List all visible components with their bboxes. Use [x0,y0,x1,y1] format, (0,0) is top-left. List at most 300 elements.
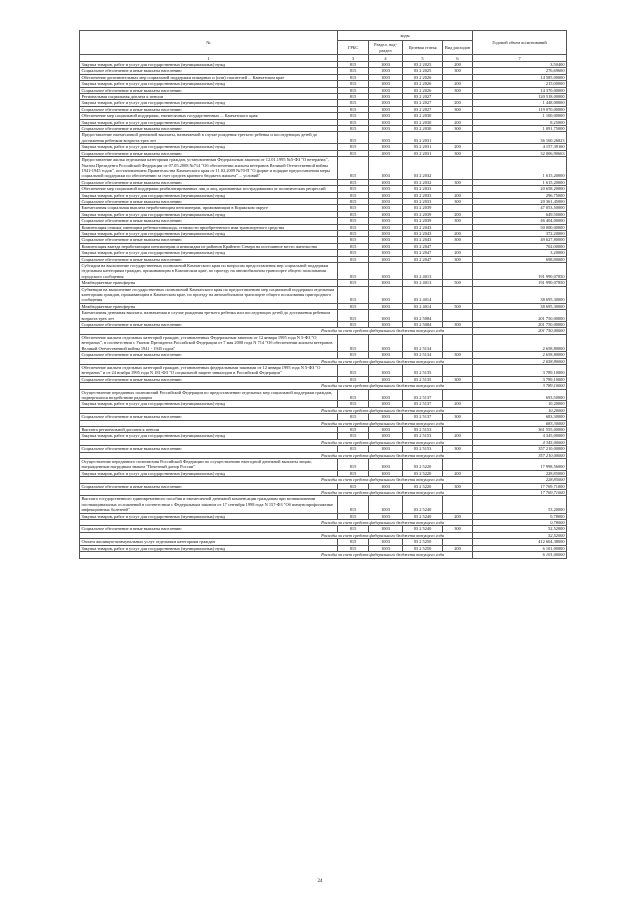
row-section: 1003 [369,352,403,358]
row-grbs: 815 [338,179,369,185]
row-type: 200 [443,62,473,68]
row-section: 1003 [369,144,403,150]
subtotal-amount: 0,78000 [473,520,567,526]
colnum-1: 1 [80,55,338,62]
row-grbs: 815 [338,211,369,217]
row-section: 1003 [369,186,403,192]
row-type [443,286,473,303]
subtotal-label: Расходы за счет средств федерального бюджета текущего года [80,452,473,458]
row-grbs: 815 [338,87,369,93]
row-amount: 228,85000 [473,470,567,476]
table-row [80,132,567,144]
row-grbs: 815 [338,483,369,489]
table-row [80,459,567,471]
row-name: Социальное обеспечение и иные выплаты населению [80,126,338,132]
subtotal-label: Расходы за счет средств федерального бюджета текущего года [80,490,473,496]
row-target: 03 2 2032 [403,157,443,180]
row-section: 1003 [369,87,403,93]
row-section: 1003 [369,426,403,432]
row-amount: 38 695,30000 [473,303,567,309]
row-name: Закупка товаров, работ и услуг для государственных (муниципальных) нужд [80,470,338,476]
row-type: 200 [443,470,473,476]
row-grbs: 815 [338,263,369,280]
row-type: 500 [443,303,473,309]
row-name: Осуществление переданного полномочия Российской Федерации по осуществлению ежегодной денежной выплаты лицам, награжденным нагрудным знаком "Почетный донор России" [80,459,338,471]
row-name: Социальное обеспечение и иные выплаты населению [80,483,338,489]
row-section: 1003 [369,310,403,322]
row-grbs: 815 [338,243,369,249]
subtotal-label: Расходы за счет средств федерального бюджета текущего года [80,407,473,413]
row-grbs: 815 [338,198,369,204]
row-amount: 3 789,10000 [473,364,567,376]
row-grbs: 815 [338,192,369,198]
row-section: 1003 [369,179,403,185]
row-type: 200 [443,433,473,439]
row-name: Обеспечение жильем отдельных категорий граждан, установленных федеральными законами от 12 января 1995 года N 5-ФЗ "О ветеранах" и от 24 ноября 1995 года N 181-ФЗ "О социальной защите инвалидов в Российской Федерации" [80,364,338,376]
row-grbs: 815 [338,68,369,74]
row-amount: 372,20000 [473,230,567,236]
row-amount: 693,50000 [473,389,567,401]
row-amount: 1 091,75000 [473,126,567,132]
row-grbs: 815 [338,237,369,243]
table-row [80,389,567,401]
row-target: 03 2 2027 [403,106,443,112]
row-amount: 2 658,80000 [473,334,567,351]
row-type: 200 [443,513,473,519]
row-section: 1003 [369,376,403,382]
row-name: Социальное обеспечение и иные выплаты населению [80,526,338,532]
row-name: Осуществление переданных полномочий Российской Федерации по предоставлению отдельных мер социальной поддержки граждан, подвергшихся воздействию радиации [80,389,338,401]
row-grbs: 815 [338,470,369,476]
table-row [80,263,567,280]
row-grbs: 815 [338,389,369,401]
row-target: 03 2 2031 [403,132,443,144]
row-section: 1003 [369,243,403,249]
subtotal-row [80,552,567,558]
row-grbs: 815 [338,526,369,532]
row-amount: 49 627,80000 [473,237,567,243]
row-name: Ежемесячная денежная выплата, назначаемая в случае рождения третьего ребенка или последующих детей до достижения ребенком возраста трех лет [80,310,338,322]
row-name: Обеспечение дополнительных мер социальной поддержки пожарных и (или) спасателей ... Камчатском крае [80,74,338,80]
row-section: 1003 [369,230,403,236]
row-grbs: 815 [338,132,369,144]
row-target: 03 2 2027 [403,100,443,106]
row-type [443,310,473,322]
row-grbs: 815 [338,113,369,119]
row-section: 1003 [369,263,403,280]
row-section: 1003 [369,459,403,471]
row-name: Социальное обеспечение и иные выплаты населению [80,68,338,74]
row-target: 03 2 2031 [403,144,443,150]
row-section: 1003 [369,513,403,519]
row-grbs: 815 [338,256,369,262]
row-amount: 698,80000 [473,256,567,262]
row-grbs: 815 [338,414,369,420]
row-section: 1003 [369,126,403,132]
row-target: 03 2 5153 [403,446,443,452]
row-amount: 357 210,00000 [473,446,567,452]
row-type: 300 [443,483,473,489]
row-section: 1003 [369,401,403,407]
row-grbs: 815 [338,74,369,80]
row-section: 1003 [369,192,403,198]
header-section: Раздел, под-раздел [369,41,403,55]
row-section: 1003 [369,150,403,156]
row-name: Социальное обеспечение и иные выплаты населению [80,322,338,328]
row-section: 1003 [369,250,403,256]
table-body [80,62,567,559]
row-name: Компенсация выезда неработающим пенсионерам и инвалидам из районов Крайнего Севера на постоянное место жительства [80,243,338,249]
row-amount: 17 998,56000 [473,459,567,471]
row-amount: 4 157,39160 [473,144,567,150]
row-grbs: 815 [338,376,369,382]
row-name: Социальное обеспечение и иные выплаты населению [80,179,338,185]
row-name: Социальное обеспечение и иные выплаты населению [80,150,338,156]
subtotal-amount: 52,52000 [473,532,567,538]
row-name: Обеспечение мер социальной поддержки, ежемесячных государственных ... Камчатского края [80,113,338,119]
row-name: Закупка товаров, работ и услуг для государственных (муниципальных) нужд [80,513,338,519]
table-row [80,364,567,376]
subtotal-label: Расходы за счет средств федерального бюджета текущего года [80,477,473,483]
row-amount: 20 658,20000 [473,186,567,192]
row-target: 03 2 5240 [403,513,443,519]
row-section: 1003 [369,303,403,309]
row-grbs: 815 [338,322,369,328]
row-section: 1003 [369,224,403,230]
row-amount: 1 100,00000 [473,113,567,119]
subtotal-amount: 10,20000 [473,407,567,413]
row-name: Социальное обеспечение и иные выплаты населению [80,237,338,243]
row-target: 03 2 2043 [403,237,443,243]
row-target: 03 2 5220 [403,483,443,489]
row-type: 500 [443,280,473,286]
row-grbs: 815 [338,426,369,432]
row-name: Оплата жилищно-коммунальных услуг отдельным категориям граждан [80,539,338,545]
row-target: 03 2 5135 [403,364,443,376]
row-section: 1003 [369,94,403,100]
row-name: Закупка товаров, работ и услуг для государственных (муниципальных) нужд [80,545,338,551]
row-target: 03 2 2032 [403,179,443,185]
row-amount: 32 006,90663 [473,150,567,156]
row-name: Выплата государственного единовременного пособия и ежемесячной денежной компенсации гражданам при возникновении поствакцинальных осложнений в соответствии с Федеральным законом от 17 сентября 1998 года N 157-ФЗ "Об иммунопрофилактике инфекционных болезней" [80,496,338,513]
row-amount: 683,30000 [473,414,567,420]
row-target: 03 2 2025 [403,68,443,74]
row-name: Социальное обеспечение и иные выплаты населению [80,352,338,358]
row-name: Социальное обеспечение и иные выплаты населению [80,106,338,112]
row-target: 03 2 2039 [403,218,443,224]
row-grbs: 815 [338,539,369,545]
row-target: 03 2 2025 [403,62,443,68]
row-section: 1003 [369,119,403,125]
row-amount: 52,52000 [473,526,567,532]
row-name: Закупка товаров, работ и услуг для государственных (муниципальных) нужд [80,119,338,125]
subtotal-amount: 4 345,00000 [473,439,567,445]
row-grbs: 815 [338,224,369,230]
subtotal-label: Расходы за счет средств федерального бюджета текущего года [80,358,473,364]
row-name: Закупка товаров, работ и услуг для государственных (муниципальных) нужд [80,62,338,68]
row-target: 03 2 5137 [403,401,443,407]
subtotal-amount: 357 210,00000 [473,452,567,458]
row-grbs: 815 [338,106,369,112]
row-name: Закупка товаров, работ и услуг для государственных (муниципальных) нужд [80,211,338,217]
row-target: 03 2 2047 [403,256,443,262]
row-amount: 14 370,00000 [473,87,567,93]
row-type: 300 [443,68,473,74]
row-target: 03 2 5134 [403,334,443,351]
row-grbs: 815 [338,310,369,322]
row-grbs: 815 [338,352,369,358]
table-header [80,31,567,62]
row-type: 200 [443,545,473,551]
colnum-7: 7 [473,55,567,62]
row-type: 200 [443,211,473,217]
row-target: 03 2 5240 [403,496,443,513]
row-type: 300 [443,446,473,452]
row-amount: 0,78000 [473,513,567,519]
row-grbs: 815 [338,334,369,351]
row-amount: 14 585,00000 [473,74,567,80]
row-amount: 46 404,00000 [473,218,567,224]
row-target: 03 2 5250 [403,545,443,551]
row-section: 1003 [369,100,403,106]
row-target: 03 2 2043 [403,230,443,236]
row-target: 03 2 5135 [403,376,443,382]
row-target: 03 2 5134 [403,352,443,358]
row-grbs: 815 [338,230,369,236]
row-name: Социальное обеспечение и иные выплаты населению [80,376,338,382]
row-type: 300 [443,526,473,532]
header-type: Вид расходов [443,41,473,55]
row-target: 03 2 5137 [403,389,443,401]
row-grbs: 815 [338,286,369,303]
row-section: 1003 [369,446,403,452]
row-name: Субвенции на выполнение государственных полномочий Камчатского края по предоставлению мер социальной поддержки отдельным категориям граждан, проживающим в Камчатском крае, по проезду на автомобильном транспорте общего пользования пригородного сообщения [80,286,338,303]
row-target: 03 2 4014 [403,286,443,303]
header-target: Целевая статья [403,41,443,55]
header-grbs: ГРБС [338,41,369,55]
row-amount: 8,25000 [473,119,567,125]
row-type: 200 [443,192,473,198]
row-section: 1003 [369,106,403,112]
row-section: 1003 [369,218,403,224]
row-amount: 3 789,10000 [473,376,567,382]
row-section: 1003 [369,113,403,119]
row-type [443,263,473,280]
row-amount: 50 000,00000 [473,224,567,230]
row-grbs: 815 [338,545,369,551]
subtotal-amount: 201 750,00000 [473,328,567,334]
row-name: Закупка товаров, работ и услуг для государственных (муниципальных) нужд [80,401,338,407]
row-type: 200 [443,401,473,407]
row-grbs: 815 [338,100,369,106]
row-grbs: 815 [338,459,369,471]
row-name: Закупка товаров, работ и услуг для государственных (муниципальных) нужд [80,433,338,439]
row-target: 03 2 2031 [403,150,443,156]
row-target: 03 2 2026 [403,74,443,80]
row-name: Выплата региональной доплаты к пенсии [80,426,338,432]
row-type [443,496,473,513]
table-row [80,334,567,351]
row-name: Закупка товаров, работ и услуг для государственных (муниципальных) нужд [80,192,338,198]
row-name: Межбюджетные трансферты [80,280,338,286]
subtotal-label: Расходы за счет средств федерального бюджета текущего года [80,552,473,558]
row-section: 1003 [369,211,403,217]
row-amount: 201 750,00000 [473,310,567,322]
row-section: 1003 [369,280,403,286]
row-grbs: 815 [338,119,369,125]
row-name: Социальное обеспечение и иные выплаты населению [80,218,338,224]
subtotal-amount: 6 101,00000 [473,552,567,558]
row-amount: 10,20000 [473,401,567,407]
row-target: 03 2 5153 [403,426,443,432]
table-row [80,310,567,322]
row-amount: 3,50400 [473,62,567,68]
row-grbs: 815 [338,157,369,180]
row-target: 03 2 4013 [403,263,443,280]
subtotal-label: Расходы за счет средств федерального бюджета текущего года [80,520,473,526]
subtotal-amount: 2 658,80000 [473,358,567,364]
row-name: Компенсация семьям, имеющим ребенка-инвалида, стоимости приобретенного ими транспортного средства [80,224,338,230]
row-grbs: 815 [338,81,369,87]
row-name: Закупка товаров, работ и услуг для государственных (муниципальных) нужд [80,144,338,150]
row-amount: 412 604,38000 [473,539,567,545]
subtotal-label: Расходы за счет средств федерального бюджета текущего года [80,420,473,426]
row-grbs: 815 [338,62,369,68]
row-grbs: 815 [338,186,369,192]
row-grbs: 815 [338,250,369,256]
budget-table [79,30,567,559]
row-amount: 276,69600 [473,68,567,74]
row-amount: 20 361,45000 [473,198,567,204]
row-type: 300 [443,126,473,132]
row-grbs: 815 [338,496,369,513]
table-row [80,286,567,303]
row-target: 03 2 2047 [403,243,443,249]
row-target: 03 2 5220 [403,470,443,476]
subtotal-label: Расходы за счет средств федерального бюджета текущего года [80,383,473,389]
row-target: 03 2 2030 [403,119,443,125]
row-type: 300 [443,352,473,358]
row-type [443,132,473,144]
row-amount: 6 101,00000 [473,545,567,551]
row-target: 03 2 5084 [403,322,443,328]
row-section: 1003 [369,364,403,376]
row-type: 200 [443,250,473,256]
row-section: 1003 [369,81,403,87]
row-amount: 191 990,07850 [473,280,567,286]
row-target: 03 2 2027 [403,94,443,100]
row-amount: 296,75000 [473,192,567,198]
row-name: Межбюджетные трансферты [80,303,338,309]
row-section: 1003 [369,539,403,545]
row-name: Закупка товаров, работ и услуг для государственных (муниципальных) нужд [80,100,338,106]
row-target: 03 2 5153 [403,433,443,439]
row-target: 03 2 2043 [403,224,443,230]
row-name: Закупка товаров, работ и услуг для государственных (муниципальных) нужд [80,230,338,236]
row-type: 300 [443,87,473,93]
row-target: 03 2 5250 [403,539,443,545]
row-amount: 4 345,00000 [473,433,567,439]
row-section: 1003 [369,237,403,243]
row-grbs: 815 [338,218,369,224]
row-type: 200 [443,100,473,106]
row-grbs: 815 [338,364,369,376]
table-row [80,157,567,180]
row-amount: 17 769,71000 [473,483,567,489]
row-type: 300 [443,179,473,185]
row-section: 1003 [369,322,403,328]
row-name: Социальное обеспечение и иные выплаты населению [80,446,338,452]
row-name: Закупка товаров, работ и услуг для государственных (муниципальных) нужд [80,250,338,256]
row-amount: 361 555,00000 [473,426,567,432]
row-type: 200 [443,144,473,150]
row-type: 300 [443,256,473,262]
row-amount: 3,20000 [473,250,567,256]
row-type: 300 [443,376,473,382]
row-type: 300 [443,106,473,112]
row-name: Социальное обеспечение и иные выплаты населению [80,87,338,93]
row-target: 03 2 2033 [403,186,443,192]
subtotal-label: Расходы за счет средств федерального бюджета текущего года [80,439,473,445]
row-target: 03 2 2030 [403,126,443,132]
row-amount: 53,20000 [473,496,567,513]
row-amount: 201 750,00000 [473,322,567,328]
row-amount: 119 070,00000 [473,106,567,112]
row-amount: 2 658,80000 [473,352,567,358]
row-amount: 649,50000 [473,211,567,217]
row-name: Субсидии на выполнение государственных полномочий Камчатского края по вопросам предоставления мер социальной поддержки отдельным категориям граждан, проживающим в Камчатском крае, по проезду на автомобильном транспорте общего пользования городского сообщения [80,263,338,280]
row-name: Предоставление жилья отдельным категориям граждан, установленным Федеральным законом от 12.01.1995 №5-ФЗ "О ветеранах", Указом Президента Российской Федерации от 07.05.2008 №714 "Об обеспечении жильем ветеранов Великой Отечественной войны 1941-1945 годов", постановлением Правительства Камчатского края от 11.02.2009 №70-П "О форме и порядке предоставления меры социальной поддержки по обеспечению за счет средств краевого бюджета жильем" ... условий" [80,157,338,180]
row-type: 200 [443,230,473,236]
header-codes: коды [338,31,473,41]
row-target: 03 2 2026 [403,81,443,87]
row-type: 300 [443,322,473,328]
row-type [443,389,473,401]
row-type: 300 [443,237,473,243]
row-amount: 36 160,26823 [473,132,567,144]
row-grbs: 815 [338,513,369,519]
row-section: 1003 [369,526,403,532]
row-section: 1003 [369,433,403,439]
row-section: 1003 [369,132,403,144]
row-type: 300 [443,414,473,420]
row-amount: 191 990,07850 [473,263,567,280]
row-amount: 215,00000 [473,81,567,87]
row-type [443,157,473,180]
row-section: 1003 [369,414,403,420]
row-section: 1003 [369,496,403,513]
row-amount: 38 695,30000 [473,286,567,303]
row-target: 03 2 2033 [403,198,443,204]
row-target: 03 2 5084 [403,310,443,322]
row-section: 1003 [369,545,403,551]
row-type [443,364,473,376]
row-name: Предоставление ежемесячной денежной выплаты, назначаемой в случае рождения третьего ребенка и последующих детей до достижения ребенком возраста трех лет [80,132,338,144]
row-section: 1003 [369,74,403,80]
table-row [80,496,567,513]
row-name: Социальное обеспечение и иные выплаты населению [80,414,338,420]
row-name: Ежемесячная социальная выплата неработающим пенсионерам, проживающим в Корякском округе [80,205,338,211]
row-grbs: 815 [338,446,369,452]
row-section: 1003 [369,198,403,204]
row-target: 03 2 2033 [403,192,443,198]
row-name: Социальное обеспечение и иные выплаты населению [80,198,338,204]
column-number-row [80,55,567,62]
row-grbs: 815 [338,150,369,156]
row-target: 03 2 5240 [403,526,443,532]
row-name: Обеспечение мер социальной поддержки реабилитированных лиц и лиц, признанных пострадавшими от политических репрессий [80,186,338,192]
row-section: 1003 [369,68,403,74]
